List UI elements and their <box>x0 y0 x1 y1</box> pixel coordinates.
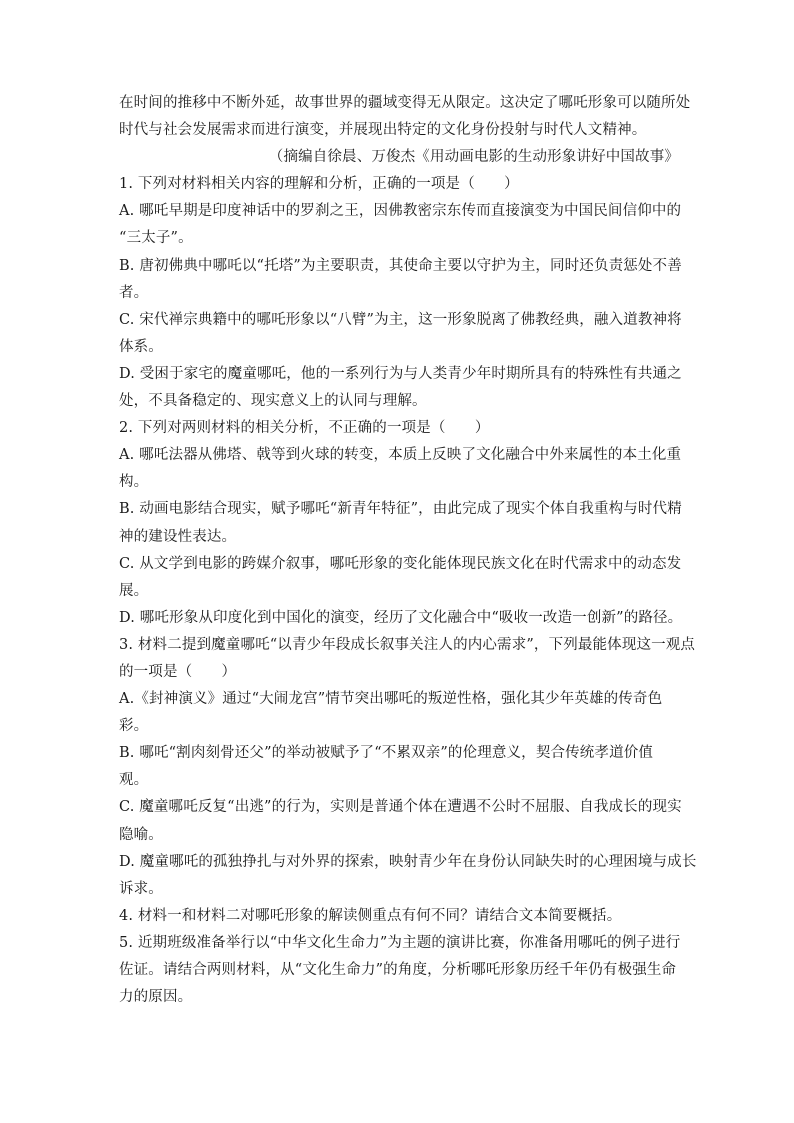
option-d: D. 哪吒形象从印度化到中国化的演变，经历了文化融合中“吸收一改造一创新”的路径。 <box>119 609 683 626</box>
option-a: A. 哪吒法器从佛塔、戟等到火球的转变，本质上反映了文化融合中外来属性的本土化重 <box>119 447 682 464</box>
question-2 <box>119 415 683 632</box>
question-stem-cont: 力的原因。 <box>119 989 193 1006</box>
question-stem: 3. 材料二提到魔童哪吒“以青少年段成长叙事关注人的内心需求”，下列最能体现这一观点 <box>119 636 696 653</box>
option-b: B. 哪吒“割肉刻骨还父”的举动被赋予了“不累双亲”的伦理意义，契合传统孝道价值 <box>119 745 654 762</box>
option-a: A. 哪吒早期是印度神话中的罗刹之王，因佛教密宗东传而直接演变为中国民间信仰中的 <box>119 203 682 220</box>
option-c: C. 魔童哪吒反复“出逃”的行为，实则是普通个体在遭遇不公时不屈服、自我成长的现实 <box>119 799 682 816</box>
option-b-cont: 者。 <box>119 284 149 301</box>
option-b: B. 唐初佛典中哪吒以“托塔”为主要职责，其使命主要以守护为主，同时还负责惩处不善 <box>119 257 682 274</box>
question-4 <box>119 903 679 930</box>
option-c-cont: 展。 <box>119 582 149 599</box>
option-d: D. 受困于家宅的魔童哪吒，他的一系列行为与人类青少年时期所具有的特殊性有共通之 <box>119 365 682 382</box>
document-page <box>119 90 697 1011</box>
question-stem: 4. 材料一和材料二对哪吒形象的解读侧重点有何不同？请结合文本简要概括。 <box>119 907 622 924</box>
option-d-cont: 诉求。 <box>119 880 163 897</box>
question-stem: 5. 近期班级准备举行以“中华文化生命力”为主题的演讲比赛，你准备用哪吒的例子进行 <box>119 934 681 951</box>
option-a-cont: 构。 <box>119 474 149 491</box>
option-b-cont: 观。 <box>119 772 149 789</box>
question-stem-cont: 的一项是（ ） <box>119 663 237 680</box>
question-stem: 2. 下列对两则材料的相关分析，不正确的一项是（ ） <box>119 420 490 437</box>
question-3 <box>119 632 697 903</box>
question-5 <box>119 930 679 1011</box>
option-b: B. 动画电影结合现实，赋予哪吒“新青年特征”，由此完成了现实个体自我重构与时代精 <box>119 501 682 518</box>
option-a-cont: “三太子”。 <box>119 230 193 247</box>
passage-line: 时代与社会发展需求而进行演变，并展现出特定的文化身份投射与时代人文精神。 <box>119 122 647 139</box>
option-b-cont: 神的建设性表达。 <box>119 528 237 545</box>
question-stem: 1. 下列对材料相关内容的理解和分析，正确的一项是（ ） <box>119 176 519 193</box>
option-c-cont: 体系。 <box>119 338 163 355</box>
option-c: C. 从文学到电影的跨媒介叙事，哪吒形象的变化能体现民族文化在时代需求中的动态发 <box>119 555 682 572</box>
option-a-cont: 彩。 <box>119 718 149 735</box>
option-d: D. 魔童哪吒的孤独挣扎与对外界的探索，映射青少年在身份认同缺失时的心理困境与成长 <box>119 853 697 870</box>
question-stem-cont: 佐证。请结合两则材料，从“文化生命力”的角度，分析哪吒形象历经千年仍有极强生命 <box>119 962 677 978</box>
question-1 <box>119 171 682 415</box>
option-d-cont: 处，不具备稳定的、现实意义上的认同与理解。 <box>119 393 427 410</box>
option-a: A.《封神演义》通过“大闹龙宫”情节突出哪吒的叛逆性格，强化其少年英雄的传奇色 <box>119 691 663 708</box>
option-c-cont: 隐喻。 <box>119 826 163 843</box>
source-citation: （摘编自徐晨、万俊杰《用动画电影的生动形象讲好中国故事》 <box>268 149 679 166</box>
option-c: C. 宋代禅宗典籍中的哪吒形象以“八臂”为主，这一形象脱离了佛教经典，融入道教神将 <box>119 311 682 328</box>
passage-line: 在时间的推移中不断外延，故事世界的疆域变得无从限定。这决定了哪吒形象可以随所处 <box>119 95 691 111</box>
